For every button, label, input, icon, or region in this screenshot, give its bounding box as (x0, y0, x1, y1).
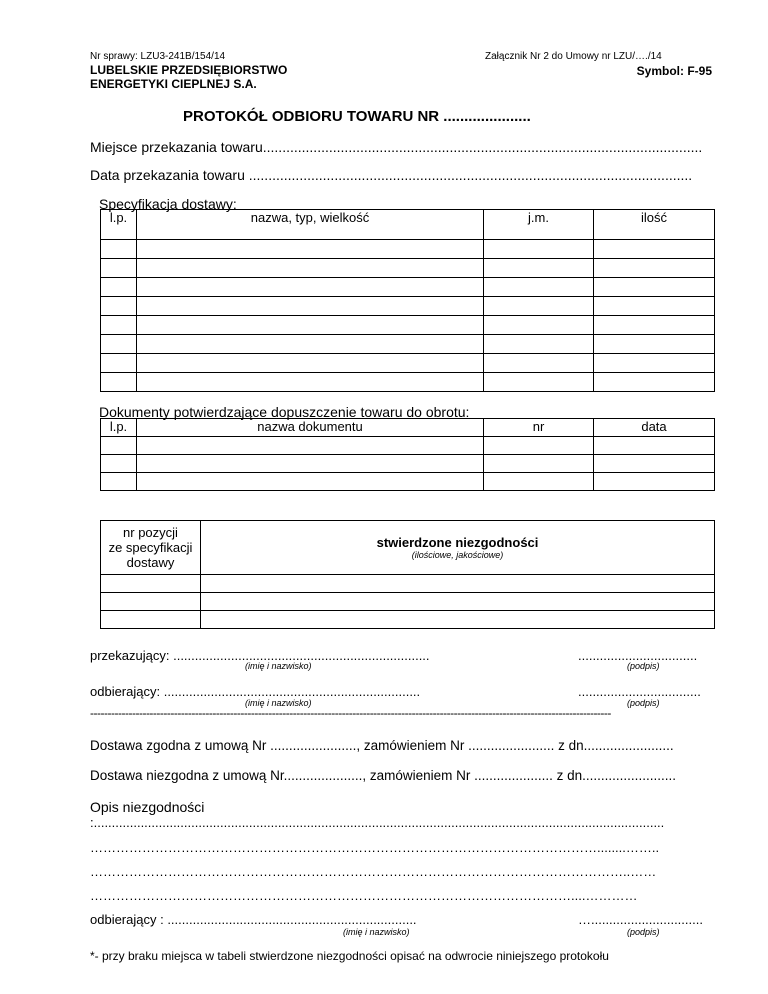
table-row (101, 455, 715, 473)
table-row (101, 278, 715, 297)
table-row (101, 259, 715, 278)
document-title: PROTOKÓŁ ODBIORU TOWARU NR ..................... (183, 108, 531, 125)
table-row (101, 335, 715, 354)
nonconf-col1-line1: nr pozycji (123, 525, 178, 540)
spec-col-qty: ilość (594, 210, 715, 240)
table-row (101, 611, 715, 629)
separator-line: ----------------------------------------------------------------------------------------------------------------------------------------------------- (90, 706, 611, 720)
handing-sign-hint: (podpis) (627, 661, 660, 671)
description-heading: Opis niezgodności (90, 799, 205, 815)
company-name-line1: LUBELSKIE PRZEDSIĘBIORSTWO (90, 63, 288, 77)
delivery-conform-field[interactable]: Dostawa zgodna z umową Nr ......................., zamówieniem Nr ....................... z dn........................ (90, 738, 674, 753)
table-row (101, 240, 715, 259)
docs-col-lp: l.p. (101, 419, 137, 437)
nonconformities-table (100, 520, 715, 629)
attachment-note: Załącznik Nr 2 do Umowy nr LZU/…./14 (485, 51, 662, 62)
spec-col-unit: j.m. (484, 210, 594, 240)
nonconf-col-position (101, 521, 201, 575)
table-row (101, 316, 715, 335)
handing-name-hint: (imię i nazwisko) (245, 661, 312, 671)
final-receiving-signature[interactable]: …............................... (578, 912, 703, 927)
table-row (101, 297, 715, 316)
receiving-sign-hint: (podpis) (627, 698, 660, 708)
handing-over-field[interactable]: przekazujący: ....................................................................... (90, 648, 430, 663)
spec-heading: Specyfikacja dostawy: (99, 196, 237, 212)
company-name-line2: ENERGETYKI CIEPLNEJ S.A. (90, 77, 257, 91)
documents-table (100, 418, 715, 491)
description-line-1[interactable]: :.............................................................................................................................................................. (90, 815, 665, 830)
delivery-nonconform-field[interactable]: Dostawa niezgodna z umową Nr....................., zamówieniem Nr ..................... z dn......................... (90, 768, 676, 783)
documents-heading: Dokumenty potwierdzające dopuszczenie towaru do obrotu: (99, 404, 470, 420)
nonconf-col1-line3: dostawy (126, 555, 175, 570)
table-row (101, 473, 715, 491)
final-receiving-field[interactable]: odbierający : ..................................................................... (90, 912, 417, 927)
handing-over-signature[interactable]: ................................. (578, 648, 698, 663)
footnote: *- przy braku miejsca w tabeli stwierdzone niezgodności opisać na odwrocie niniejszego protokołu (90, 949, 609, 963)
docs-col-nr: nr (484, 419, 594, 437)
nonconf-col1-line2: ze specyfikacji (108, 540, 193, 555)
receiving-field[interactable]: odbierający: ....................................................................... (90, 684, 421, 699)
final-sign-hint: (podpis) (627, 927, 660, 937)
docs-col-name: nazwa dokumentu (137, 419, 484, 437)
spec-table (100, 209, 715, 392)
spec-col-lp: l.p. (101, 210, 137, 240)
table-row (101, 593, 715, 611)
table-row (101, 354, 715, 373)
handover-place-field[interactable]: Miejsce przekazania towaru................................................................................................................. (90, 139, 703, 155)
description-line-4[interactable]: …………………………………………………………………………………………………....………… (90, 888, 638, 903)
table-row (101, 575, 715, 593)
spec-col-name: nazwa, typ, wielkość (137, 210, 484, 240)
form-symbol: Symbol: F-95 (636, 64, 712, 78)
handover-date-field[interactable]: Data przekazania towaru .................................................................................................................. (90, 167, 693, 183)
case-number: Nr sprawy: LZU3-241B/154/14 (90, 51, 226, 62)
description-line-2[interactable]: ………………………………………………………………………………………………………........…….. (90, 840, 660, 855)
final-name-hint: (imię i nazwisko) (343, 927, 410, 937)
receiving-name-hint: (imię i nazwisko) (245, 698, 312, 708)
receiving-signature[interactable]: .................................. (578, 684, 701, 699)
description-line-3[interactable]: ……………………………………………………………………………………………………………..…… (90, 864, 657, 879)
nonconf-col-description (201, 521, 715, 575)
table-row (101, 373, 715, 392)
table-row (101, 437, 715, 455)
docs-col-date: data (594, 419, 715, 437)
nonconf-subtitle: (ilościowe, jakościowe) (411, 550, 504, 560)
nonconf-title: stwierdzone niezgodności (376, 535, 539, 550)
